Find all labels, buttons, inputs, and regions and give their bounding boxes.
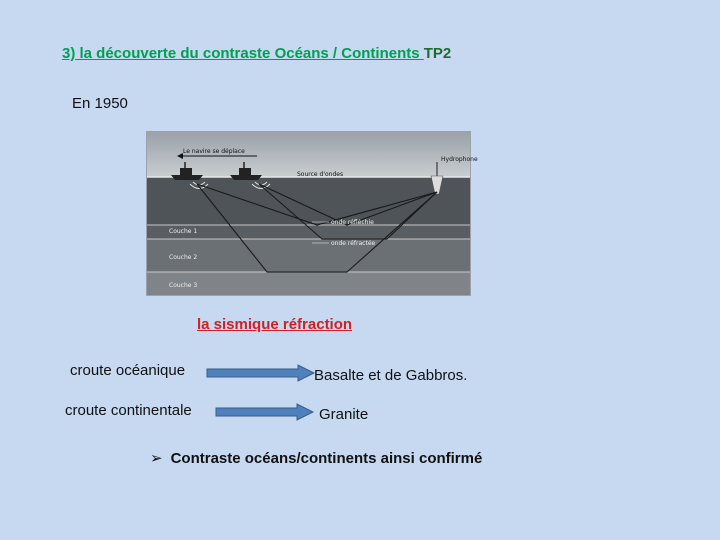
label-reflected-wave: onde réfléchie bbox=[331, 219, 374, 226]
seismic-diagram bbox=[147, 132, 478, 295]
slide-title-main: 3) la découverte du contraste Océans / Continents bbox=[62, 45, 424, 62]
year-label: En 1950 bbox=[72, 95, 128, 112]
slide-title-suffix: TP2 bbox=[423, 45, 452, 62]
arrow-right-icon-2 bbox=[215, 403, 315, 421]
label-ship-moves: Le navire se déplace bbox=[183, 148, 245, 155]
label-layer-2: Couche 2 bbox=[169, 254, 198, 261]
seismic-refraction-figure bbox=[147, 132, 478, 295]
label-wave-source: Source d'ondes bbox=[297, 171, 344, 178]
slide-title bbox=[62, 45, 451, 62]
label-layer-1: Couche 1 bbox=[169, 228, 198, 235]
conclusion-text: Contraste océans/continents ainsi confirmé bbox=[170, 450, 483, 467]
label-layer-3: Couche 3 bbox=[169, 282, 198, 289]
oceanic-crust-value: Basalte et de Gabbros. bbox=[314, 367, 468, 384]
label-hydrophone: Hydrophone bbox=[441, 156, 478, 163]
oceanic-crust-label: croute océanique bbox=[70, 362, 186, 379]
arrow-bullet-icon: ➢ bbox=[150, 450, 163, 467]
arrow-right-icon bbox=[206, 364, 316, 382]
label-refracted-wave: onde réfractée bbox=[331, 240, 376, 247]
conclusion bbox=[150, 449, 482, 467]
figure-caption: la sismique réfraction bbox=[197, 316, 353, 333]
continental-crust-value: Granite bbox=[319, 406, 369, 423]
continental-crust-label: croute continentale bbox=[65, 402, 192, 419]
